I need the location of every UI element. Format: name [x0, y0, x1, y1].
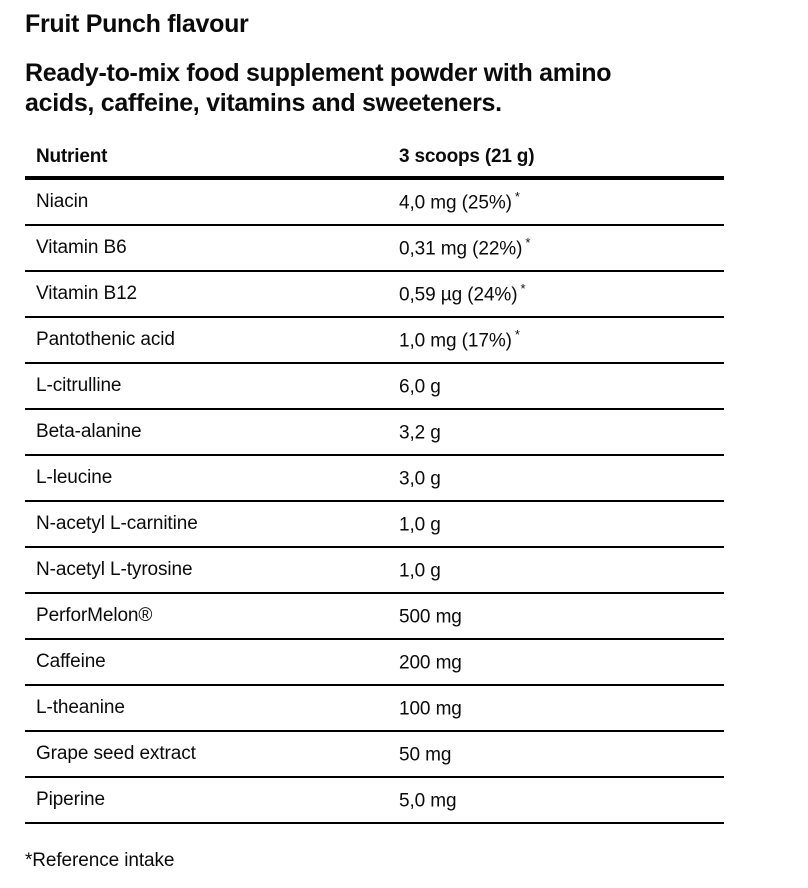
- table-row: [25, 272, 724, 318]
- nutrient-name: Pantothenic acid: [36, 329, 175, 350]
- nutrient-name: Grape seed extract: [36, 743, 196, 764]
- nutrient-name: Beta-alanine: [36, 421, 142, 442]
- product-description-line1: Ready-to-mix food supplement powder with amino: [25, 59, 612, 87]
- amount-value: 3,0 g: [399, 468, 441, 490]
- nutrient-name: Piperine: [36, 789, 105, 810]
- table-row: [25, 778, 724, 824]
- table-row: [25, 456, 724, 502]
- column-header-amount: 3 scoops (21 g): [399, 146, 535, 167]
- reference-marker: *: [520, 281, 526, 297]
- nutrient-name: Caffeine: [36, 651, 106, 672]
- column-header-nutrient: Nutrient: [36, 146, 108, 167]
- amount-value: 100 mg: [399, 698, 462, 720]
- amount-value: 0,59 µg (24%) *: [399, 281, 526, 306]
- amount-value: 50 mg: [399, 744, 452, 766]
- table-row: [25, 364, 724, 410]
- table-row: [25, 732, 724, 778]
- table-row: [25, 226, 724, 272]
- nutrient-name: Vitamin B12: [36, 283, 137, 304]
- table-row: [25, 594, 724, 640]
- nutrient-name: Niacin: [36, 191, 89, 212]
- amount-value: 1,0 g: [399, 560, 441, 582]
- nutrient-name: L-citrulline: [36, 375, 122, 396]
- amount-value: 3,2 g: [399, 422, 441, 444]
- page-title: Fruit Punch flavour: [25, 10, 249, 38]
- table-row: [25, 318, 724, 364]
- nutrient-name: N-acetyl L-carnitine: [36, 513, 198, 534]
- reference-marker: *: [514, 327, 520, 343]
- amount-value: 5,0 mg: [399, 790, 457, 812]
- reference-marker: *: [514, 189, 520, 205]
- table-row: [25, 548, 724, 594]
- amount-value: 1,0 mg (17%) *: [399, 327, 520, 352]
- nutrient-name: L-leucine: [36, 467, 113, 488]
- nutrient-name: Vitamin B6: [36, 237, 127, 258]
- table-header-row: [25, 138, 724, 180]
- reference-marker: *: [525, 235, 531, 251]
- nutrition-table: [25, 138, 724, 824]
- amount-value: 200 mg: [399, 652, 462, 674]
- product-description: [25, 58, 685, 118]
- table-row: [25, 410, 724, 456]
- amount-value: 0,31 mg (22%) *: [399, 235, 531, 260]
- nutrient-name: L-theanine: [36, 697, 125, 718]
- table-row: [25, 180, 724, 226]
- reference-intake-footnote: *Reference intake: [25, 850, 175, 871]
- amount-value: 500 mg: [399, 606, 462, 628]
- table-row: [25, 502, 724, 548]
- amount-value: 6,0 g: [399, 376, 441, 398]
- table-row: [25, 686, 724, 732]
- amount-value: 1,0 g: [399, 514, 441, 536]
- product-description-line2: acids, caffeine, vitamins and sweeteners.: [25, 89, 502, 117]
- nutrient-name: N-acetyl L-tyrosine: [36, 559, 193, 580]
- nutrient-name: PerforMelon®: [36, 605, 153, 626]
- table-row: [25, 640, 724, 686]
- amount-value: 4,0 mg (25%) *: [399, 189, 520, 214]
